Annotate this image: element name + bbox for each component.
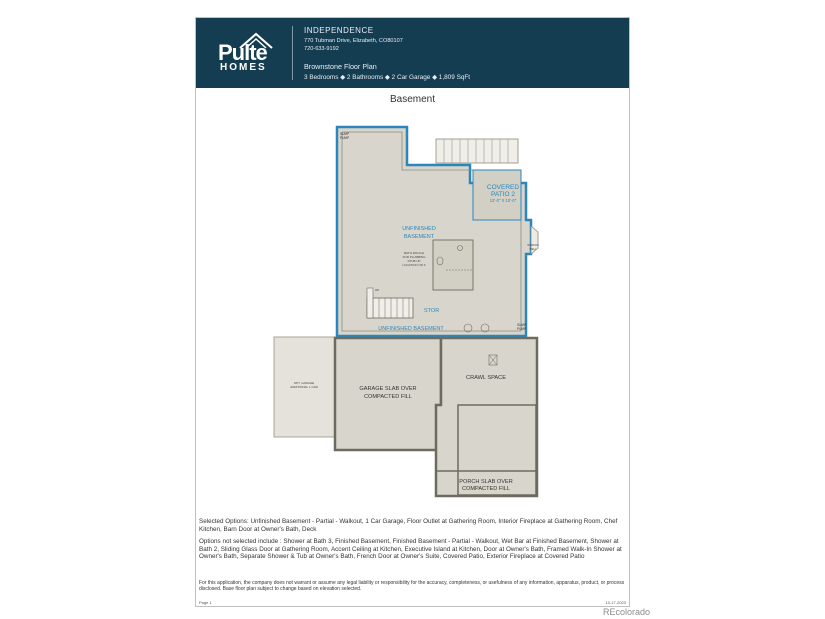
level-title: Basement [389, 94, 436, 105]
plan-specs: 3 Bedrooms ◆ 2 Bathrooms ◆ 2 Car Garage ◆ 1,809 SqFt [304, 74, 471, 81]
label-covered-patio: COVERED [486, 184, 520, 191]
label-crawl-space: CRAWL SPACE [466, 375, 506, 381]
logo-sub: HOMES [220, 62, 267, 73]
label-porch-slab-2: COMPACTED FILL [461, 486, 511, 492]
label-window-well: WINDOW [527, 244, 539, 247]
label-sump-pump-bottom-2: PUMP [517, 327, 527, 331]
label-opt-garage: OPT. GARAGE [293, 381, 315, 385]
date-code: 10-17-2023 [605, 600, 626, 605]
label-opt-garage-2: ADDITIONAL 1 CAR [290, 385, 318, 389]
logo-brand: Pulte [218, 40, 267, 65]
label-covered-patio-2: PATIO 2 [491, 191, 515, 198]
label-rough-in: BATH ROUGH [404, 251, 424, 255]
label-unfinished-basement: UNFINISHED [402, 226, 436, 232]
page-number: Page 1 [199, 600, 212, 605]
label-unfinished-basement-bottom: UNFINISHED BASEMENT [378, 326, 444, 332]
floor-plan-sheet [195, 17, 630, 607]
label-stairs-up: UP [375, 288, 380, 292]
label-covered-patio-dim: 12'-0" X 10'-0" [489, 198, 517, 203]
label-garage-slab: GARAGE SLAB OVER [359, 386, 417, 392]
deck-stairs [436, 139, 518, 163]
label-garage-slab-2: COMPACTED FILL [363, 394, 413, 400]
watermark: REcolorado [603, 607, 651, 617]
label-storage: STOR [424, 308, 440, 314]
basement-floor-plan [196, 18, 629, 518]
label-window-well-2: WELL [529, 248, 537, 251]
label-rough-in-2: FOR PLUMBING [402, 255, 426, 259]
label-unfinished-basement-2: BASEMENT [403, 234, 435, 240]
disclaimer: For this application, the company does not warrant or assume any legal liability or responsibility for the accuracy, completeness, or usefulness of any information, apparatus, product, or process disclosed. Base floor plan subject to change based on elevation selected. [199, 580, 625, 592]
label-porch-slab: PORCH SLAB OVER [459, 479, 513, 485]
crawl-space-area [436, 338, 537, 496]
label-sump-pump-bottom: SUMP [517, 323, 527, 327]
plan-name: Brownstone Floor Plan [304, 62, 377, 71]
options-not-selected: Options not selected include : Shower at Bath 3, Finished Basement, Finished Basement - Partial - Walkout, Wet Bar at Finished Basement, Shower at Bath 2, Sliding Glass Door at Gathering Room, Accent Ceiling at Kitchen, Executive Island at Kitchen, Door at Owner's Bath, Framed Walk-In Shower at Owner's Bath, Separate Shower & Tub at Owner's Bath, French Door at Owner's Suite, Covered Patio, Exterior Fireplace at Covered Patio [199, 538, 622, 561]
community-name: INDEPENDENCE [304, 26, 374, 35]
label-sump-pump-top-2: PUMP [340, 136, 350, 140]
bath-rough-in [433, 240, 473, 290]
label-sump-pump-top: SUMP [340, 132, 350, 136]
community-phone: 720-633-9192 [304, 46, 339, 52]
community-address: 770 Tubman Drive, Elizabeth, CO80107 [304, 38, 403, 44]
label-rough-in-4: LOCATION ON 3 [402, 263, 426, 267]
label-rough-in-3: STUB UP [407, 259, 421, 263]
selected-options: Selected Options: Unfinished Basement - Partial - Walkout, 1 Car Garage, Floor Outlet at Gathering Room, Interior Fireplace at Gathering Room, Chef Kitchen, Barn Door at Owner's Bath, Deck [199, 518, 618, 533]
